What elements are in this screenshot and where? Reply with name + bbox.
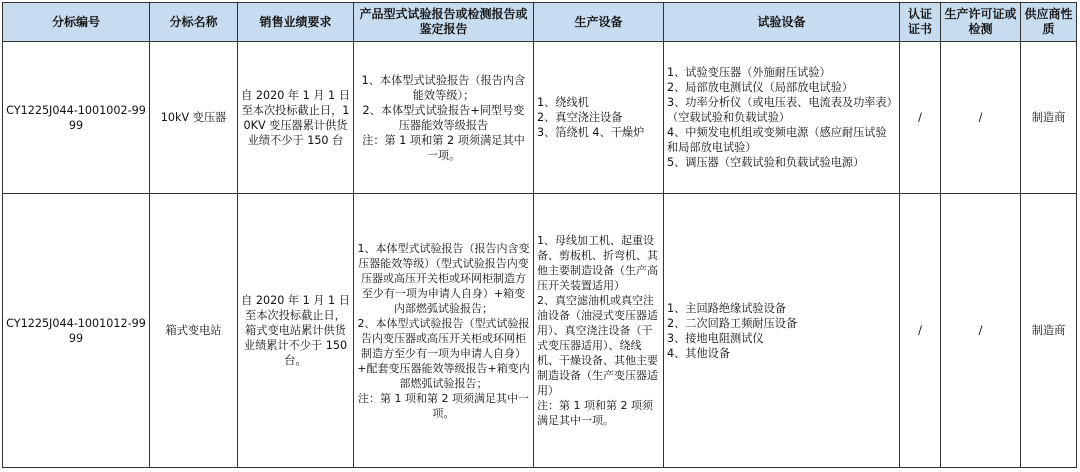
cell-report: 1、本体型式试验报告（报告内含能效等级）； 2、本体型式试验报告+同型号变压器能效等级报告 注：第 1 项和第 2 项须满足其中一项。: [354, 42, 534, 194]
header-sales: 销售业绩要求: [238, 3, 354, 42]
cell-supplier: 制造商: [1021, 42, 1077, 194]
header-row: [3, 3, 1077, 42]
cell-cert: /: [900, 42, 941, 194]
cell-production: 1、母线加工机、起重设备、剪板机、折弯机、其他主要制造设备（生产高压开关装置适用） 2、真空滤油机或真空注油设备（油浸式变压器适用）、真空浇注设备（干式变压器适用）、绕线机、干燥设备、其他主要制造设备（生产变压器适用） 注：第 1 项和第 2 项须满足其中一项。: [534, 194, 664, 468]
cell-code: CY1225J044-1001002-9999: [3, 42, 150, 194]
cell-code: CY1225J044-1001012-9999: [3, 194, 150, 468]
header-name: 分标名称: [150, 3, 238, 42]
cell-cert: /: [900, 194, 941, 468]
header-report: 产品型式试验报告或检测报告或鉴定报告: [354, 3, 534, 42]
cell-sales: 自 2020 年 1 月 1 日至本次投标截止日，10KV 变压器累计供货业绩不少于 150 台: [238, 42, 354, 194]
table-row: [3, 194, 1077, 468]
header-production: 生产设备: [534, 3, 664, 42]
cell-test: 1、试验变压器（外施耐压试验） 2、局部放电测试仪（局部放电试验） 3、功率分析仪（或电压表、电流表及功率表）（空载试验和负载试验） 4、中频发电机组或变频电源（感应耐压试验和局部放电试验） 5、调压器（空载试验和负载试验电源）: [664, 42, 900, 194]
header-cert: 认证证书: [900, 3, 941, 42]
cell-name: 10kV 变压器: [150, 42, 238, 194]
cell-sales: 自 2020 年 1 月 1 日至本次投标截止日，箱式变电站累计供货业绩累计不少于 150 台。: [238, 194, 354, 468]
cell-report: 1、本体型式试验报告（报告内含变压器能效等级）（型式试验报告内变压器或高压开关柜或环网柜制造方至少有一项为申请人自身）+箱变内部燃弧试验报告； 2、本体型式试验报告（型式试验报告内变压器或高压开关柜或环网柜制造方至少有一项为申请人自身）+配套变压器能效等级报告+箱变内部燃弧试验报告； 注：第 1 项和第 2 项须满足其中一项。: [354, 194, 534, 468]
header-code: 分标编号: [3, 3, 150, 42]
cell-license: /: [941, 194, 1021, 468]
table-row: [3, 42, 1077, 194]
qualification-table: [2, 2, 1077, 468]
header-license: 生产许可证或检测: [941, 3, 1021, 42]
cell-name: 箱式变电站: [150, 194, 238, 468]
header-supplier: 供应商性质: [1021, 3, 1077, 42]
cell-test: 1、主回路绝缘试验设备 2、二次回路工频耐压设备 3、接地电阻测试仪 4、其他设备: [664, 194, 900, 468]
cell-license: /: [941, 42, 1021, 194]
header-test: 试验设备: [664, 3, 900, 42]
cell-supplier: 制造商: [1021, 194, 1077, 468]
cell-production: 1、绕线机 2、真空浇注设备 3、箔绕机 4、干燥炉: [534, 42, 664, 194]
